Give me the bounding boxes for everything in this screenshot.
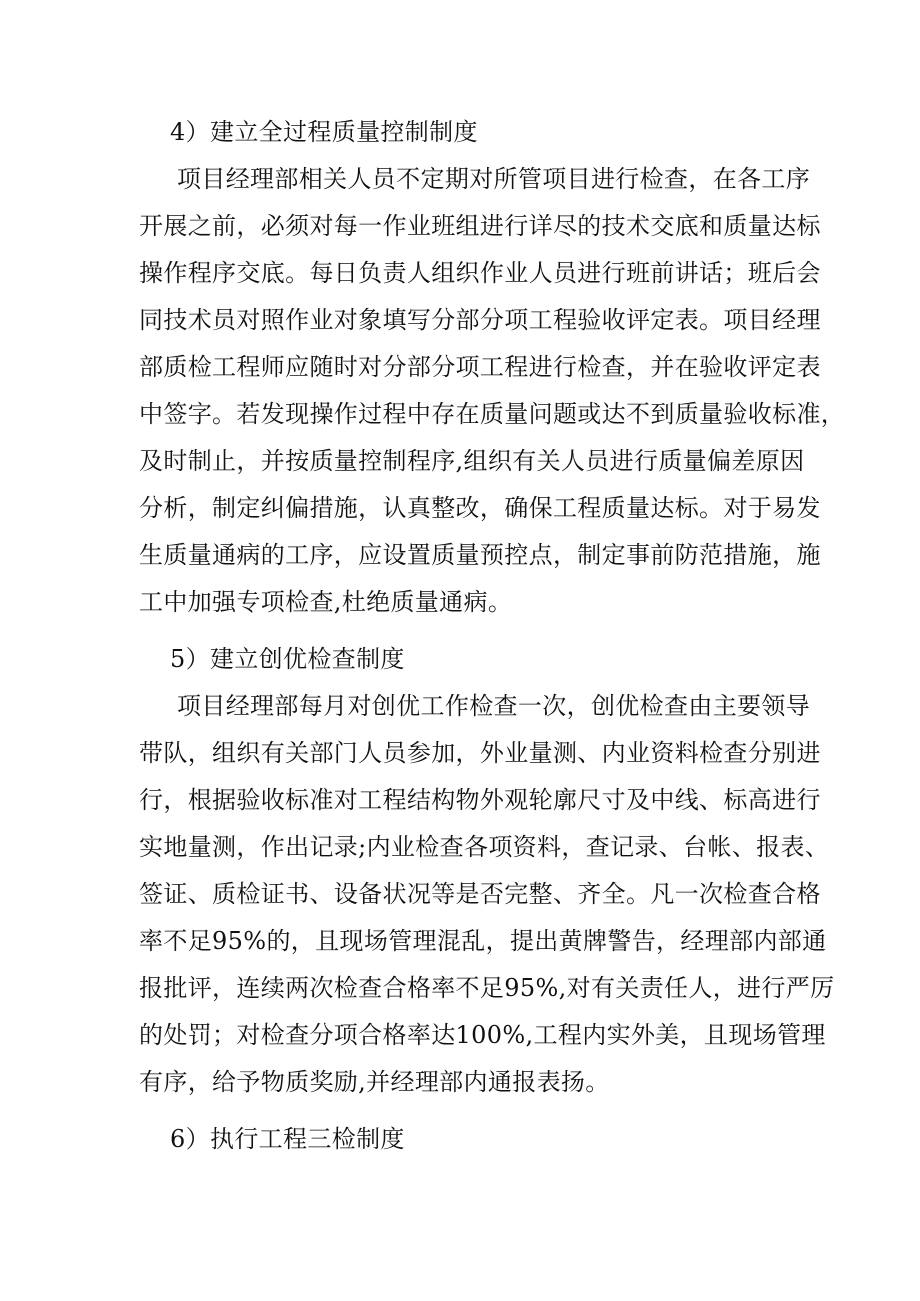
section-4-line-8: 分析，制定纠偏措施，认真整改，确保工程质量达标。对于易发 [139, 494, 821, 522]
section-5-line-6: 率不足95%的，且现场管理混乱，提出黄牌警告，经理部内部通 [139, 927, 827, 955]
section-5-heading: 5）建立创优检查制度 [170, 645, 405, 673]
section-5-line-7: 报批评，连续两次检查合格率不足95%,对有关责任人，进行严厉 [139, 974, 835, 1002]
section-4-heading: 4）建立全过程质量控制制度 [170, 118, 478, 146]
section-4-line-9: 生质量通病的工序，应设置质量预控点，制定事前防范措施，施 [139, 541, 821, 569]
section-4-line-3: 操作程序交底。每日负责人组织作业人员进行班前讲话；班后会 [139, 259, 821, 287]
section-5-line-9: 有序，给予物质奖励,并经理部内通报表扬。 [139, 1068, 610, 1096]
section-5-line-3: 行，根据验收标准对工程结构物外观轮廓尺寸及中线、标高进行 [139, 786, 821, 814]
section-5-line-5: 签证、质检证书、设备状况等是否完整、齐全。凡一次检查合格 [139, 880, 821, 908]
section-4-line-1: 项目经理部相关人员不定期对所管项目进行检查，在各工序 [177, 165, 811, 193]
section-5-line-2: 带队，组织有关部门人员参加，外业量测、内业资料检查分别进 [139, 739, 821, 767]
section-5-line-8: 的处罚；对检查分项合格率达100%,工程内实外美，且现场管理 [139, 1021, 826, 1049]
section-4-line-7: 及时制止，并按质量控制程序,组织有关人员进行质量偏差原因 [139, 447, 805, 475]
section-4-line-5: 部质检工程师应随时对分部分项工程进行检查，并在验收评定表 [139, 353, 821, 381]
section-6-heading: 6）执行工程三检制度 [170, 1125, 405, 1153]
section-4-line-4: 同技术员对照作业对象填写分部分项工程验收评定表。项目经理 [139, 306, 821, 334]
section-4-line-10: 工中加强专项检查,杜绝质量通病。 [139, 588, 513, 616]
section-5-line-1: 项目经理部每月对创优工作检查一次，创优检查由主要领导 [177, 692, 811, 720]
section-4-line-6: 中签字。若发现操作过程中存在质量问题或达不到质量验收标准， [139, 400, 846, 428]
section-4-line-2: 开展之前，必须对每一作业班组进行详尽的技术交底和质量达标 [139, 212, 821, 240]
section-5-line-4: 实地量测，作出记录;内业检查各项资料，查记录、台帐、报表、 [139, 833, 830, 861]
